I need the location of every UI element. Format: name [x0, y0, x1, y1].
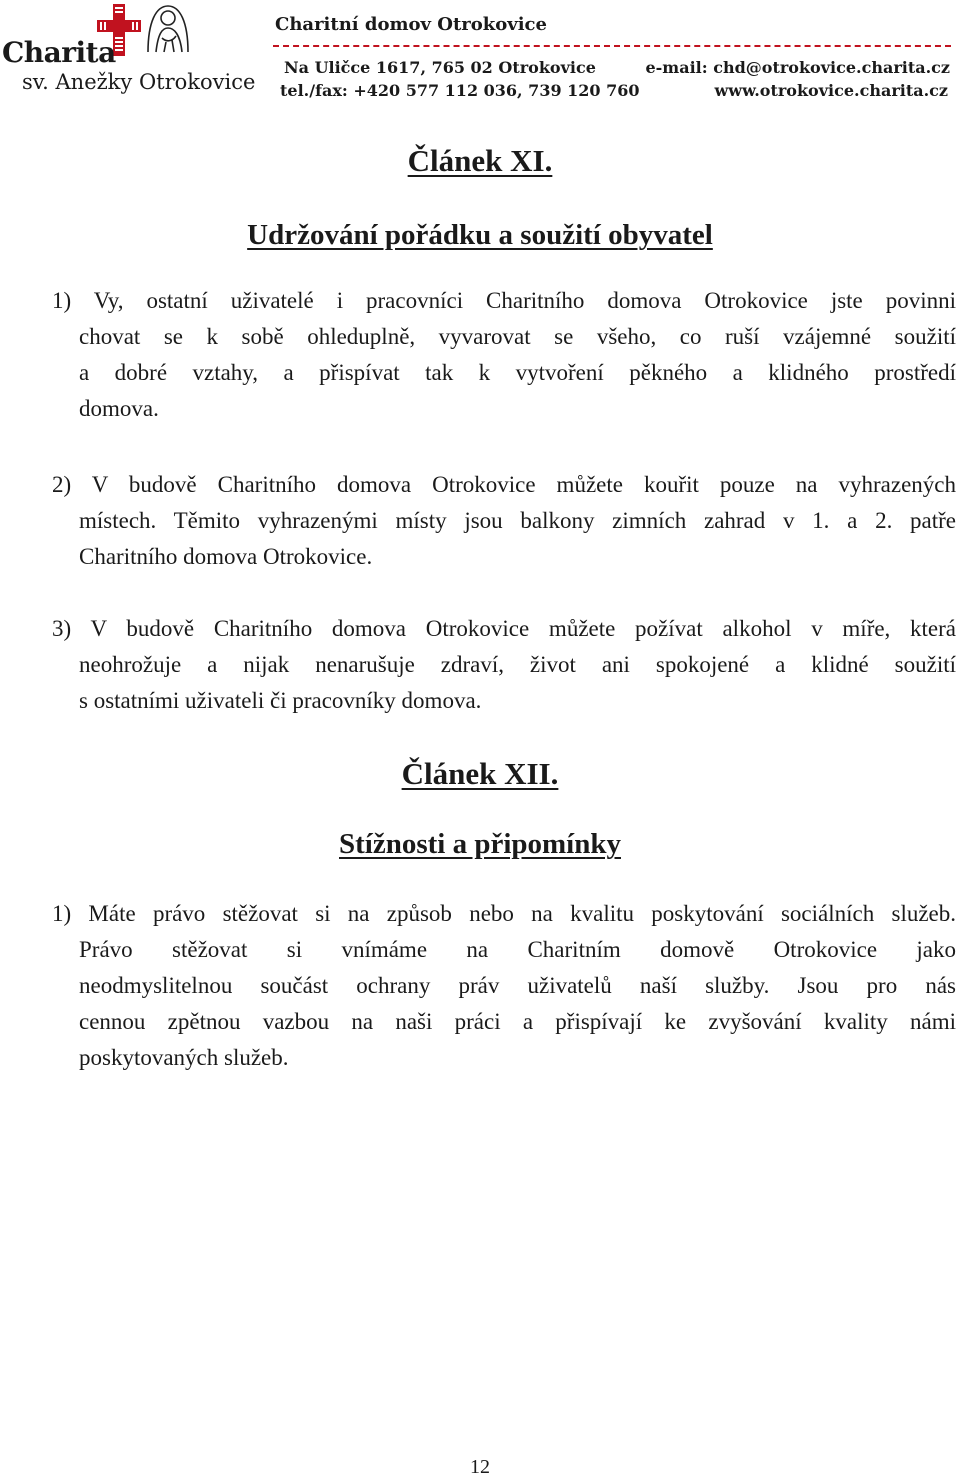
header-divider [273, 45, 951, 47]
logo-wordmark: Charita [2, 36, 116, 69]
article-heading: Článek XI. [407, 143, 553, 178]
contact-phone: tel./fax: +420 577 112 036, 739 120 760 [280, 81, 640, 100]
letterhead [0, 0, 960, 110]
contact-website: www.otrokovice.charita.cz [714, 81, 948, 100]
paragraph-line: poskytovaných služeb. [79, 1045, 289, 1070]
paragraph-line: a dobré vztahy, a přispívat tak k vytvoření pěkného a klidného prostředí [79, 360, 956, 385]
paragraph-line: Charitního domova Otrokovice. [79, 544, 373, 569]
paragraph-line: Právo stěžovat si vnímáme na Charitním domově Otrokovice jako [79, 937, 956, 962]
logo-subtitle: sv. Anežky Otrokovice [22, 70, 256, 94]
paragraph-line: domova. [79, 396, 159, 421]
article-title: Stížnosti a připomínky [339, 828, 621, 860]
article-paragraph [52, 896, 956, 1076]
charita-logo [2, 2, 256, 102]
page-number: 12 [470, 1456, 490, 1478]
article-title: Udržování pořádku a soužití obyvatel [247, 219, 713, 251]
paragraph-line: 1) Máte právo stěžovat si na způsob nebo na kvalitu poskytování sociálních služeb. [52, 901, 956, 926]
paragraph-line: 3) V budově Charitního domova Otrokovice můžete požívat alkohol v míře, která [52, 616, 956, 641]
paragraph-line: chovat se k sobě ohleduplně, vyvarovat se všeho, co ruší vzájemné soužití [79, 324, 956, 349]
paragraph-line: cennou zpětnou vazbou na naši práci a přispívají ke zvyšování kvality námi [79, 1009, 956, 1034]
paragraph-line: místech. Těmito vyhrazenými místy jsou balkony zimních zahrad v 1. a 2. patře [79, 508, 956, 533]
article-paragraph [52, 283, 956, 427]
paragraph-line: 2) V budově Charitního domova Otrokovice můžete kouřit pouze na vyhrazených [52, 472, 956, 497]
article-paragraph [52, 467, 956, 575]
contact-address: Na Uličce 1617, 765 02 Otrokovice [284, 58, 596, 77]
paragraph-line: s ostatními uživateli či pracovníky domova. [79, 688, 482, 713]
contact-email: e-mail: chd@otrokovice.charita.cz [645, 58, 950, 77]
saint-agnes-drawing-icon [142, 2, 192, 54]
paragraph-line: neodmyslitelnou součást ochrany práv uživatelů naší služby. Jsou pro nás [79, 973, 956, 998]
article-paragraph [52, 611, 956, 719]
paragraph-line: neohrožuje a nijak nenarušuje zdraví, život ani spokojené a klidné soužití [79, 652, 956, 677]
paragraph-line: 1) Vy, ostatní uživatelé i pracovníci Charitního domova Otrokovice jste povinni [52, 288, 956, 313]
organization-name: Charitní domov Otrokovice [275, 14, 547, 35]
article-heading: Článek XII. [401, 756, 559, 791]
